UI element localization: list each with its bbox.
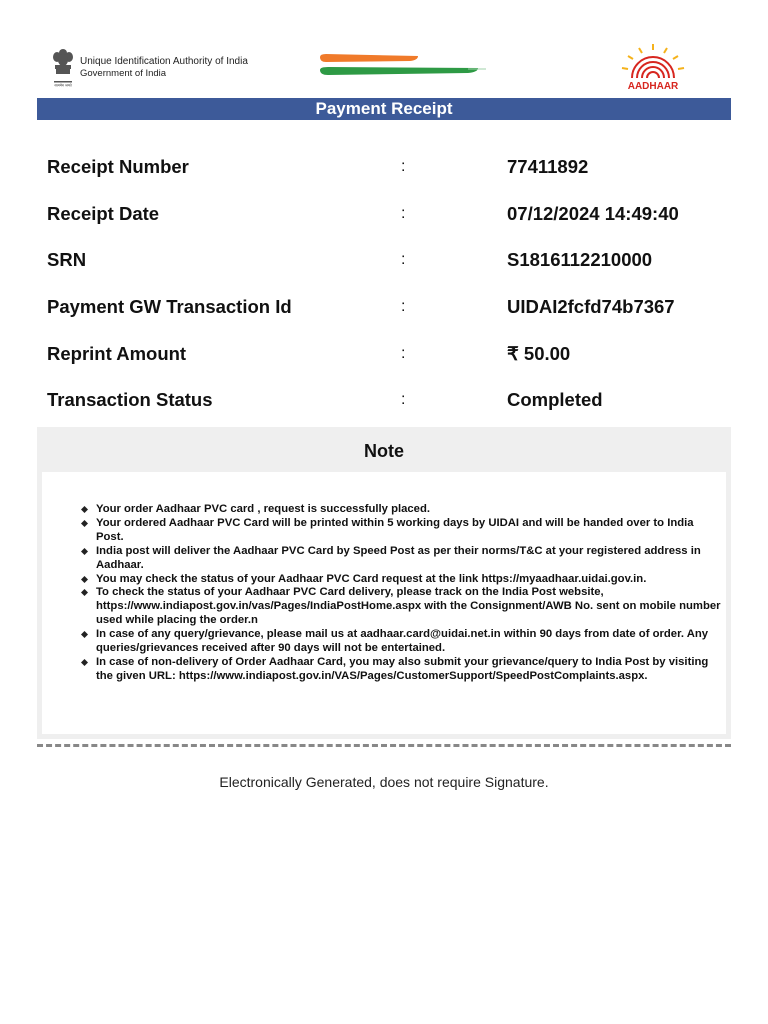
row-separator: : — [401, 205, 406, 222]
tricolor-stripes-icon — [318, 52, 490, 80]
note-text: In case of any query/grievance, please mail us at aadhaar.card@uidai.net.in within 90 days from date of order. Any queries/grievances received after 90 days will not be entertained. — [96, 628, 709, 655]
note-list — [74, 503, 722, 684]
note-text: India post will deliver the Aadhaar PVC Card by Speed Post as per their norms/T&C at your registered address in Aadhaar. — [96, 544, 701, 571]
diamond-bullet-icon — [81, 589, 88, 596]
diamond-bullet-icon — [81, 506, 88, 513]
national-emblem-icon — [50, 47, 76, 87]
note-item — [74, 517, 722, 545]
row-label: Receipt Number — [47, 156, 189, 177]
note-item — [74, 573, 722, 587]
row-label: SRN — [47, 249, 87, 270]
note-text: To check the status of your Aadhaar PVC Card delivery, please track on the India Post website, https://www.indiapost.gov.in/vas/Pages/IndiaPostHome.aspx with the Consignment/AWB No. sent on mobile number used while placing the order.n — [96, 586, 721, 627]
note-section — [37, 427, 731, 739]
row-label: Payment GW Transaction Id — [47, 296, 292, 317]
org-name: Unique Identification Authority of India — [80, 56, 248, 67]
note-item — [74, 656, 722, 684]
note-text: Your ordered Aadhaar PVC Card will be printed within 5 working days by UIDAI and will be handed over to India Post. — [96, 516, 694, 543]
srn-row — [0, 249, 768, 279]
note-body — [42, 472, 726, 734]
diamond-bullet-icon — [81, 659, 88, 666]
org-subtitle: Government of India — [80, 67, 167, 79]
note-title: Note — [364, 441, 404, 461]
svg-text:सत्यमेव जयते: सत्यमेव जयते — [54, 83, 72, 87]
org-name-block — [80, 56, 248, 79]
page-title: Payment Receipt — [37, 98, 731, 120]
row-separator: : — [401, 391, 406, 408]
diamond-bullet-icon — [81, 548, 88, 555]
transaction-id-row — [0, 296, 768, 326]
row-separator: : — [401, 345, 406, 362]
row-label: Reprint Amount — [47, 343, 187, 364]
row-separator: : — [401, 158, 406, 175]
header — [0, 0, 768, 98]
note-item — [74, 503, 722, 517]
transaction-id-value: UIDAI2fcfd74b7367 — [507, 296, 675, 317]
note-text: In case of non-delivery of Order Aadhaar Card, you may also submit your grievance/query to India Post by visiting the given URL: https://www.indiapost.gov.in/VAS/Pages/CustomerSupport/SpeedPostComplaints.aspx. — [96, 655, 709, 682]
note-text: You may check the status of your Aadhaar PVC Card request at the link https://myaadhaar.uidai.gov.in. — [96, 572, 647, 585]
transaction-status-row — [0, 389, 768, 419]
transaction-status-value: Completed — [507, 389, 603, 410]
receipt-number-row — [0, 156, 768, 186]
dashed-divider — [37, 744, 731, 747]
row-separator: : — [401, 251, 406, 268]
diamond-bullet-icon — [81, 631, 88, 638]
note-item — [74, 586, 722, 628]
reprint-amount-value: ₹ 50.00 — [507, 343, 571, 364]
row-label: Receipt Date — [47, 203, 160, 224]
receipt-date-row — [0, 203, 768, 233]
note-item — [74, 628, 722, 656]
row-label: Transaction Status — [47, 389, 213, 410]
row-separator: : — [401, 298, 406, 315]
srn-value: S1816112210000 — [507, 249, 653, 270]
diamond-bullet-icon — [81, 520, 88, 527]
receipt-number-value: 77411892 — [507, 156, 589, 177]
aadhaar-logo-icon — [614, 42, 692, 92]
reprint-amount-row — [0, 343, 768, 373]
footer-note: Electronically Generated, does not require Signature. — [219, 774, 549, 790]
note-text: Your order Aadhaar PVC card , request is successfully placed. — [96, 503, 431, 515]
note-item — [74, 545, 722, 573]
receipt-date-value: 07/12/2024 14:49:40 — [507, 203, 679, 224]
diamond-bullet-icon — [81, 576, 88, 583]
svg-text:AADHAAR: AADHAAR — [627, 81, 679, 92]
